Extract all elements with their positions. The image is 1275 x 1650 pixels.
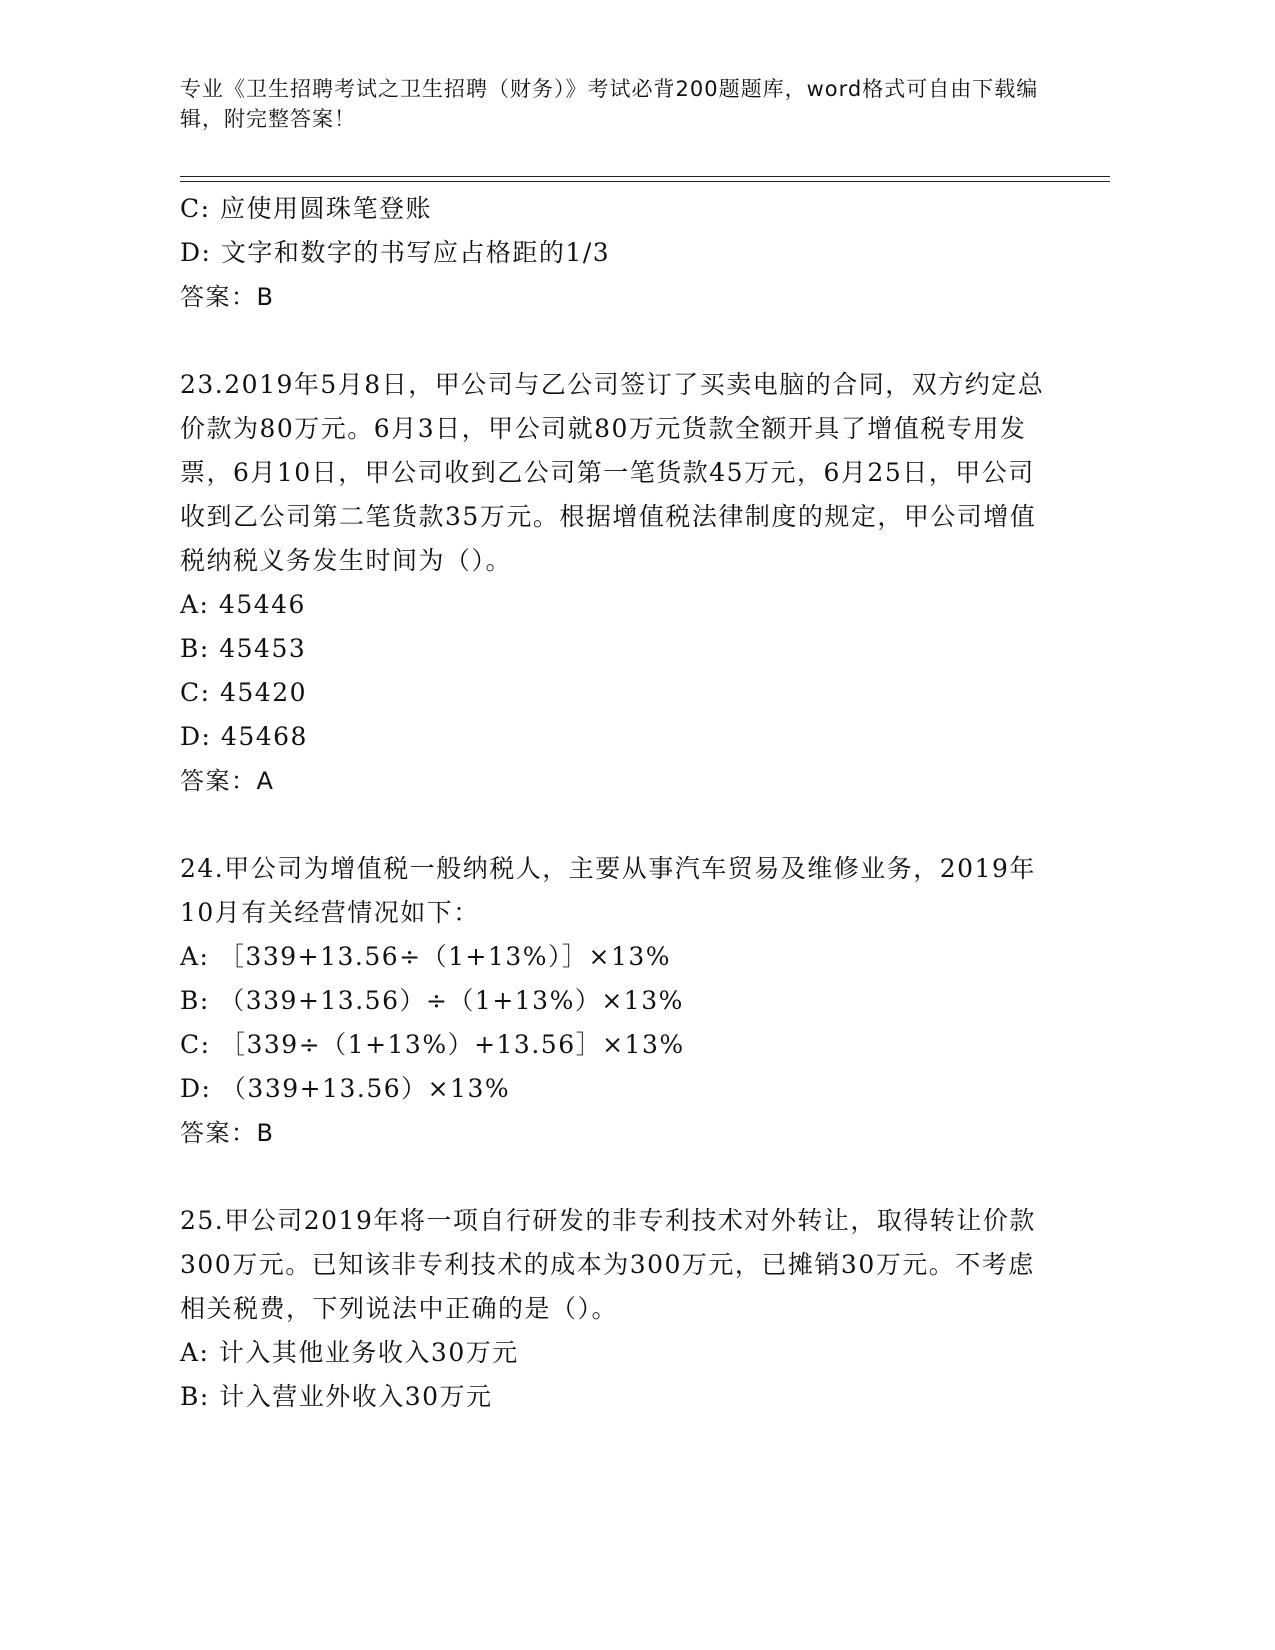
spacer	[180, 803, 1060, 847]
option-a: A: ［339+13.56÷（1+13%）］×13%	[180, 942, 672, 971]
option-a: A: 45446	[180, 590, 306, 619]
question-block-22	[180, 187, 1060, 319]
option-d: D: 45468	[180, 722, 308, 751]
option-b: B: 45453	[180, 634, 307, 663]
header-rule-top	[180, 176, 1110, 177]
question-list	[180, 187, 1060, 1419]
option-b: B: 计入营业外收入30万元	[180, 1382, 493, 1411]
option-c: C: 应使用圆珠笔登账	[180, 194, 432, 223]
answer-label: 答案：B	[180, 1119, 275, 1147]
option-c: C: 45420	[180, 678, 308, 707]
question-block-25	[180, 1199, 1060, 1419]
header-rule-bottom	[180, 181, 1110, 182]
answer-label: 答案：A	[180, 767, 275, 795]
option-d: D: 文字和数字的书写应占格距的1/3	[180, 238, 611, 267]
option-d: D: （339+13.56）×13%	[180, 1074, 511, 1103]
option-b: B: （339+13.56）÷（1+13%）×13%	[180, 986, 684, 1015]
spacer	[180, 1155, 1060, 1199]
question-stem: 24.甲公司为增值税一般纳税人，主要从事汽车贸易及维修业务，2019年10月有关经营情况如下：	[180, 854, 1036, 927]
spacer	[180, 319, 1060, 363]
document-header: 专业《卫生招聘考试之卫生招聘（财务）》考试必背200题题库，word格式可自由下载编辑，附完整答案！	[180, 77, 1039, 131]
option-a: A: 计入其他业务收入30万元	[180, 1338, 519, 1367]
question-stem: 25.甲公司2019年将一项自行研发的非专利技术对外转让，取得转让价款300万元。已知该非专利技术的成本为300万元，已摊销30万元。不考虑相关税费，下列说法中正确的是（）。	[180, 1206, 1036, 1323]
question-block-23	[180, 363, 1060, 803]
option-c: C: ［339÷（1+13%）+13.56］×13%	[180, 1030, 685, 1059]
answer-label: 答案：B	[180, 283, 275, 311]
question-stem: 23.2019年5月8日，甲公司与乙公司签订了买卖电脑的合同，双方约定总价款为80万元。6月3日，甲公司就80万元货款全额开具了增值税专用发票，6月10日，甲公司收到乙公司第一笔货款45万元，6月25日，甲公司收到乙公司第二笔货款35万元。根据增值税法律制度的规定，甲公司增值税纳税义务发生时间为（）。	[180, 370, 1045, 575]
question-block-24	[180, 847, 1060, 1155]
